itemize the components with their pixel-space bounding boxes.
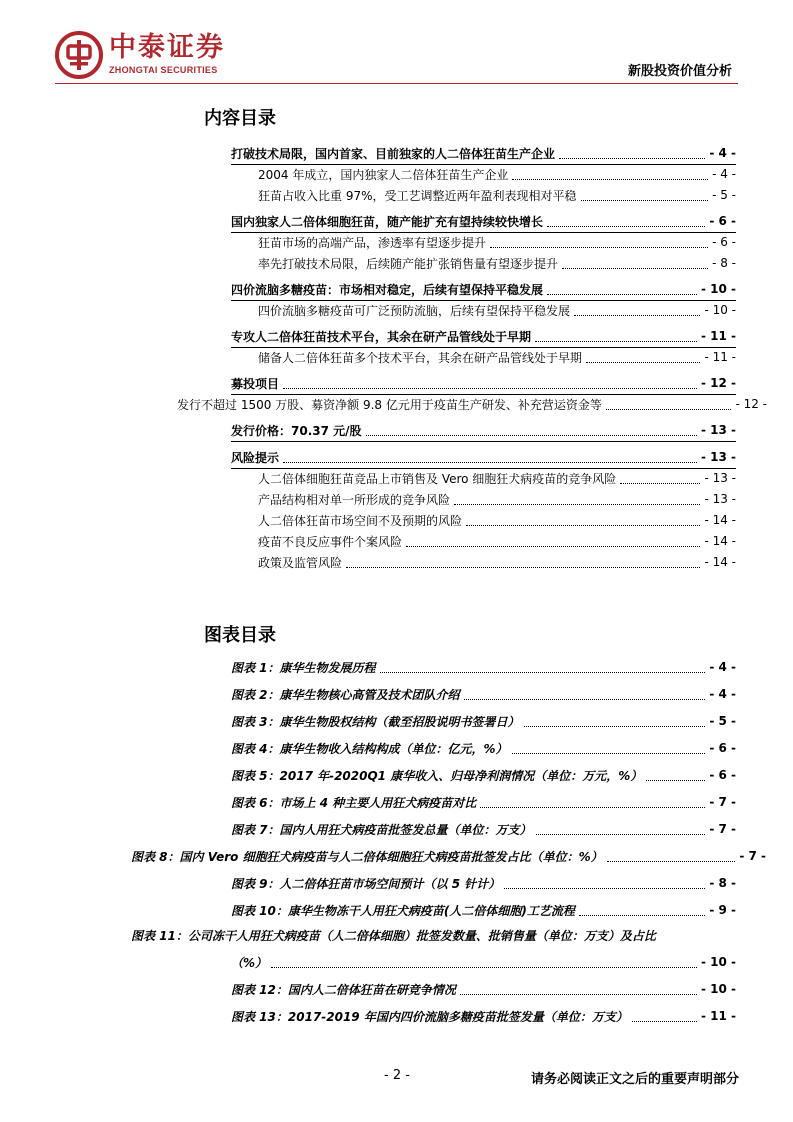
logo-english-name: ZHONGTAI SECURITIES [109, 65, 218, 75]
toc-entry-page: - 10 - [700, 282, 736, 296]
toc-entry-page: - 6 - [712, 235, 736, 249]
figure-entry-text: 图表 2：康华生物核心高管及技术团队介绍 [231, 687, 460, 702]
toc-entry-page: - 5 - [712, 188, 736, 202]
toc-entry-page: - 13 - [700, 423, 736, 437]
toc-entry[interactable] [258, 467, 736, 489]
toc-entry[interactable] [258, 184, 736, 206]
figure-entry-text: 图表 7：国内人用狂犬病疫苗批签发总量（单位：万支） [231, 822, 532, 837]
toc-entry-page: - 14 - [704, 555, 736, 569]
toc-entry[interactable] [231, 142, 736, 165]
company-logo [55, 31, 245, 79]
toc-entry-page: - 8 - [712, 256, 736, 270]
toc-entry-text: 2004 年成立，国内独家人二倍体狂苗生产企业 [258, 167, 509, 182]
figure-entry-text: 图表 5：2017 年-2020Q1 康华收入、归母净利润情况（单位：万元，%） [231, 768, 643, 783]
page-number: - 2 - [384, 1068, 410, 1083]
toc-entry-page: - 4 - [709, 146, 736, 160]
figure-entry-page: - 6 - [709, 768, 736, 782]
figure-entry[interactable] [231, 872, 736, 894]
figures-title: 图表目录 [204, 625, 276, 646]
toc-entry-text: 疫苗不良反应事件个案风险 [258, 534, 403, 549]
toc-entry-text: 国内独家人二倍体细胞狂苗，随产能扩充有望持续较快增长 [231, 214, 544, 229]
figure-entry[interactable] [231, 710, 736, 732]
toc-leader [579, 915, 705, 916]
figure-entry-page: - 7 - [739, 849, 766, 863]
toc-entry-text: 狂苗占收入比重 97%，受工艺调整近两年盈利表现相对平稳 [258, 188, 577, 203]
report-type: 新股投资价值分析 [627, 64, 732, 79]
toc-leader [607, 861, 736, 862]
toc-entry[interactable] [258, 551, 736, 573]
toc-entry-text: 狂苗市场的高端产品，渗透率有望逐步提升 [258, 235, 487, 250]
toc-entry[interactable] [177, 393, 767, 415]
figure-entry-text: （%） [231, 955, 268, 970]
toc-entry-text: 产品结构相对单一所形成的竞争风险 [258, 492, 451, 507]
toc-entry-page: - 6 - [709, 214, 736, 228]
toc-entry-page: - 11 - [700, 329, 736, 343]
figure-entry[interactable] [231, 899, 736, 921]
figure-entry-text: 图表 13：2017-2019 年国内四价流脑多糖疫苗批签发量（单位：万支） [231, 1009, 628, 1024]
figure-entry-page: - 4 - [709, 660, 736, 674]
toc-entry-text: 人二倍体狂苗市场空间不及预期的风险 [258, 513, 463, 528]
figure-entry-page: - 7 - [709, 795, 736, 809]
figure-entry-text: 图表 4：康华生物收入结构构成（单位：亿元，%） [231, 741, 508, 756]
toc-entry[interactable] [231, 446, 736, 469]
toc-leader [454, 504, 700, 505]
toc-entry[interactable] [258, 231, 736, 253]
figure-entry-text: 图表 10：康华生物冻干人用狂犬病疫苗(人二倍体细胞)工艺流程 [231, 903, 575, 918]
toc-leader [464, 699, 706, 700]
toc-leader [562, 268, 708, 269]
figure-entry-page: - 10 - [700, 982, 736, 996]
toc-entry[interactable] [231, 278, 736, 301]
toc-entry-text: 率先打破技术局限，后续随产能扩张销售量有望逐步提升 [258, 256, 559, 271]
figure-entry-continued[interactable] [231, 951, 736, 973]
toc-leader [586, 362, 700, 363]
figure-entry[interactable] [231, 764, 736, 786]
toc-entry-text: 四价流脑多糖疫苗可广泛预防流脑，后续有望保持平稳发展 [258, 303, 571, 318]
toc-leader [366, 435, 697, 436]
toc-entry-page: - 13 - [704, 492, 736, 506]
toc-entry-text: 政策及监管风险 [258, 555, 343, 570]
toc-leader [632, 1021, 697, 1022]
toc-leader [283, 388, 697, 389]
toc-leader [646, 780, 705, 781]
toc-entry-text: 打破技术局限，国内首家、目前独家的人二倍体狂苗生产企业 [231, 146, 556, 161]
toc-leader [574, 315, 700, 316]
toc-entry[interactable] [258, 163, 736, 185]
toc-entry-text: 募投项目 [231, 376, 280, 391]
toc-entry[interactable] [258, 509, 736, 531]
toc-leader [460, 994, 697, 995]
toc-entry[interactable] [231, 325, 736, 348]
figure-entry-page: - 7 - [709, 822, 736, 836]
toc-entry-page: - 10 - [704, 303, 736, 317]
toc-leader [535, 341, 697, 342]
toc-entry-text: 人二倍体细胞狂苗竞品上市销售及 Vero 细胞狂犬病疫苗的竞争风险 [258, 471, 617, 486]
figure-entry-page: - 9 - [709, 903, 736, 917]
figure-entry-text: 图表 9：人二倍体狂苗市场空间预计（以 5 针计） [231, 876, 501, 891]
toc-entry-page: - 14 - [704, 513, 736, 527]
toc-leader [547, 226, 705, 227]
toc-entry[interactable] [258, 530, 736, 552]
toc-leader [559, 158, 705, 159]
toc-entry-text: 发行价格：70.37 元/股 [231, 423, 362, 438]
toc-entry-text: 储备人二倍体狂苗多个技术平台，其余在研产品管线处于早期 [258, 350, 583, 365]
toc-entry[interactable] [258, 346, 736, 368]
figure-entry[interactable] [131, 845, 766, 867]
toc-leader [620, 483, 700, 484]
toc-entry-page: - 13 - [704, 471, 736, 485]
figure-entry[interactable] [231, 978, 736, 1000]
toc-leader [581, 200, 709, 201]
toc-leader [271, 967, 697, 968]
header-divider [55, 83, 738, 84]
figure-entry[interactable] [131, 924, 766, 946]
figure-entry-text: 图表 11：公司冻干人用狂犬病疫苗（人二倍体细胞）批签发数量、批销售量（单位：万支）及占比 [131, 928, 656, 943]
toc-title: 内容目录 [204, 108, 276, 129]
toc-entry[interactable] [231, 419, 736, 442]
toc-leader [524, 726, 706, 727]
figure-entry-page: - 11 - [700, 1009, 736, 1023]
figure-entry[interactable] [231, 791, 736, 813]
toc-entry-text: 风险提示 [231, 450, 280, 465]
figure-entry-text: 图表 6：市场上 4 种主要人用狂犬病疫苗对比 [231, 795, 477, 810]
zhongtai-logo-icon [55, 31, 103, 79]
toc-entry-text: 专攻人二倍体狂苗技术平台，其余在研产品管线处于早期 [231, 329, 532, 344]
toc-entry-text: 四价流脑多糖疫苗：市场相对稳定，后续有望保持平稳发展 [231, 282, 544, 297]
toc-entry-page: - 14 - [704, 534, 736, 548]
toc-leader [512, 179, 708, 180]
figure-entry-page: - 6 - [709, 741, 736, 755]
toc-entry-page: - 4 - [712, 167, 736, 181]
toc-leader [536, 834, 706, 835]
toc-entry[interactable] [258, 488, 736, 510]
figure-entry-text: 图表 12：国内人二倍体狂苗在研竞争情况 [231, 982, 456, 997]
toc-leader [512, 753, 706, 754]
toc-leader [547, 294, 697, 295]
logo-chinese-name: 中泰证券 [109, 32, 225, 63]
disclaimer-note: 请务必阅读正文之后的重要声明部分 [530, 1072, 739, 1087]
figure-entry-text: 图表 3：康华生物股权结构（截至招股说明书签署日） [231, 714, 520, 729]
toc-leader [380, 672, 706, 673]
toc-entry-page: - 11 - [704, 350, 736, 364]
figure-entry[interactable] [231, 683, 736, 705]
figure-entry[interactable] [231, 737, 736, 759]
toc-entry-text: 发行不超过 1500 万股、募资净额 9.8 亿元用于疫苗生产研发、补充营运资金等 [177, 397, 602, 412]
figure-entry-text: 图表 8：国内 Vero 细胞狂犬病疫苗与人二倍体细胞狂犬病疫苗批签发占比（单位：%） [131, 849, 603, 864]
toc-leader [346, 567, 700, 568]
toc-leader [490, 247, 708, 248]
figure-entry[interactable] [231, 818, 736, 840]
toc-entry-page: - 13 - [700, 450, 736, 464]
toc-leader [480, 807, 705, 808]
toc-entry[interactable] [231, 210, 736, 233]
toc-entry[interactable] [231, 372, 736, 395]
toc-leader [504, 888, 705, 889]
toc-entry[interactable] [258, 252, 736, 274]
figure-entry[interactable] [231, 656, 736, 678]
toc-entry[interactable] [258, 299, 736, 321]
toc-leader [606, 409, 732, 410]
figure-entry-page: - 4 - [709, 687, 736, 701]
figure-entry-page: - 10 - [700, 955, 736, 969]
toc-entry-page: - 12 - [735, 397, 767, 411]
toc-leader [406, 546, 700, 547]
figure-entry-page: - 8 - [709, 876, 736, 890]
toc-entry-page: - 12 - [700, 376, 736, 390]
figure-entry[interactable] [231, 1005, 736, 1027]
toc-leader [466, 525, 700, 526]
figure-entry-text: 图表 1：康华生物发展历程 [231, 660, 376, 675]
toc-leader [283, 462, 697, 463]
figure-entry-page: - 5 - [709, 714, 736, 728]
